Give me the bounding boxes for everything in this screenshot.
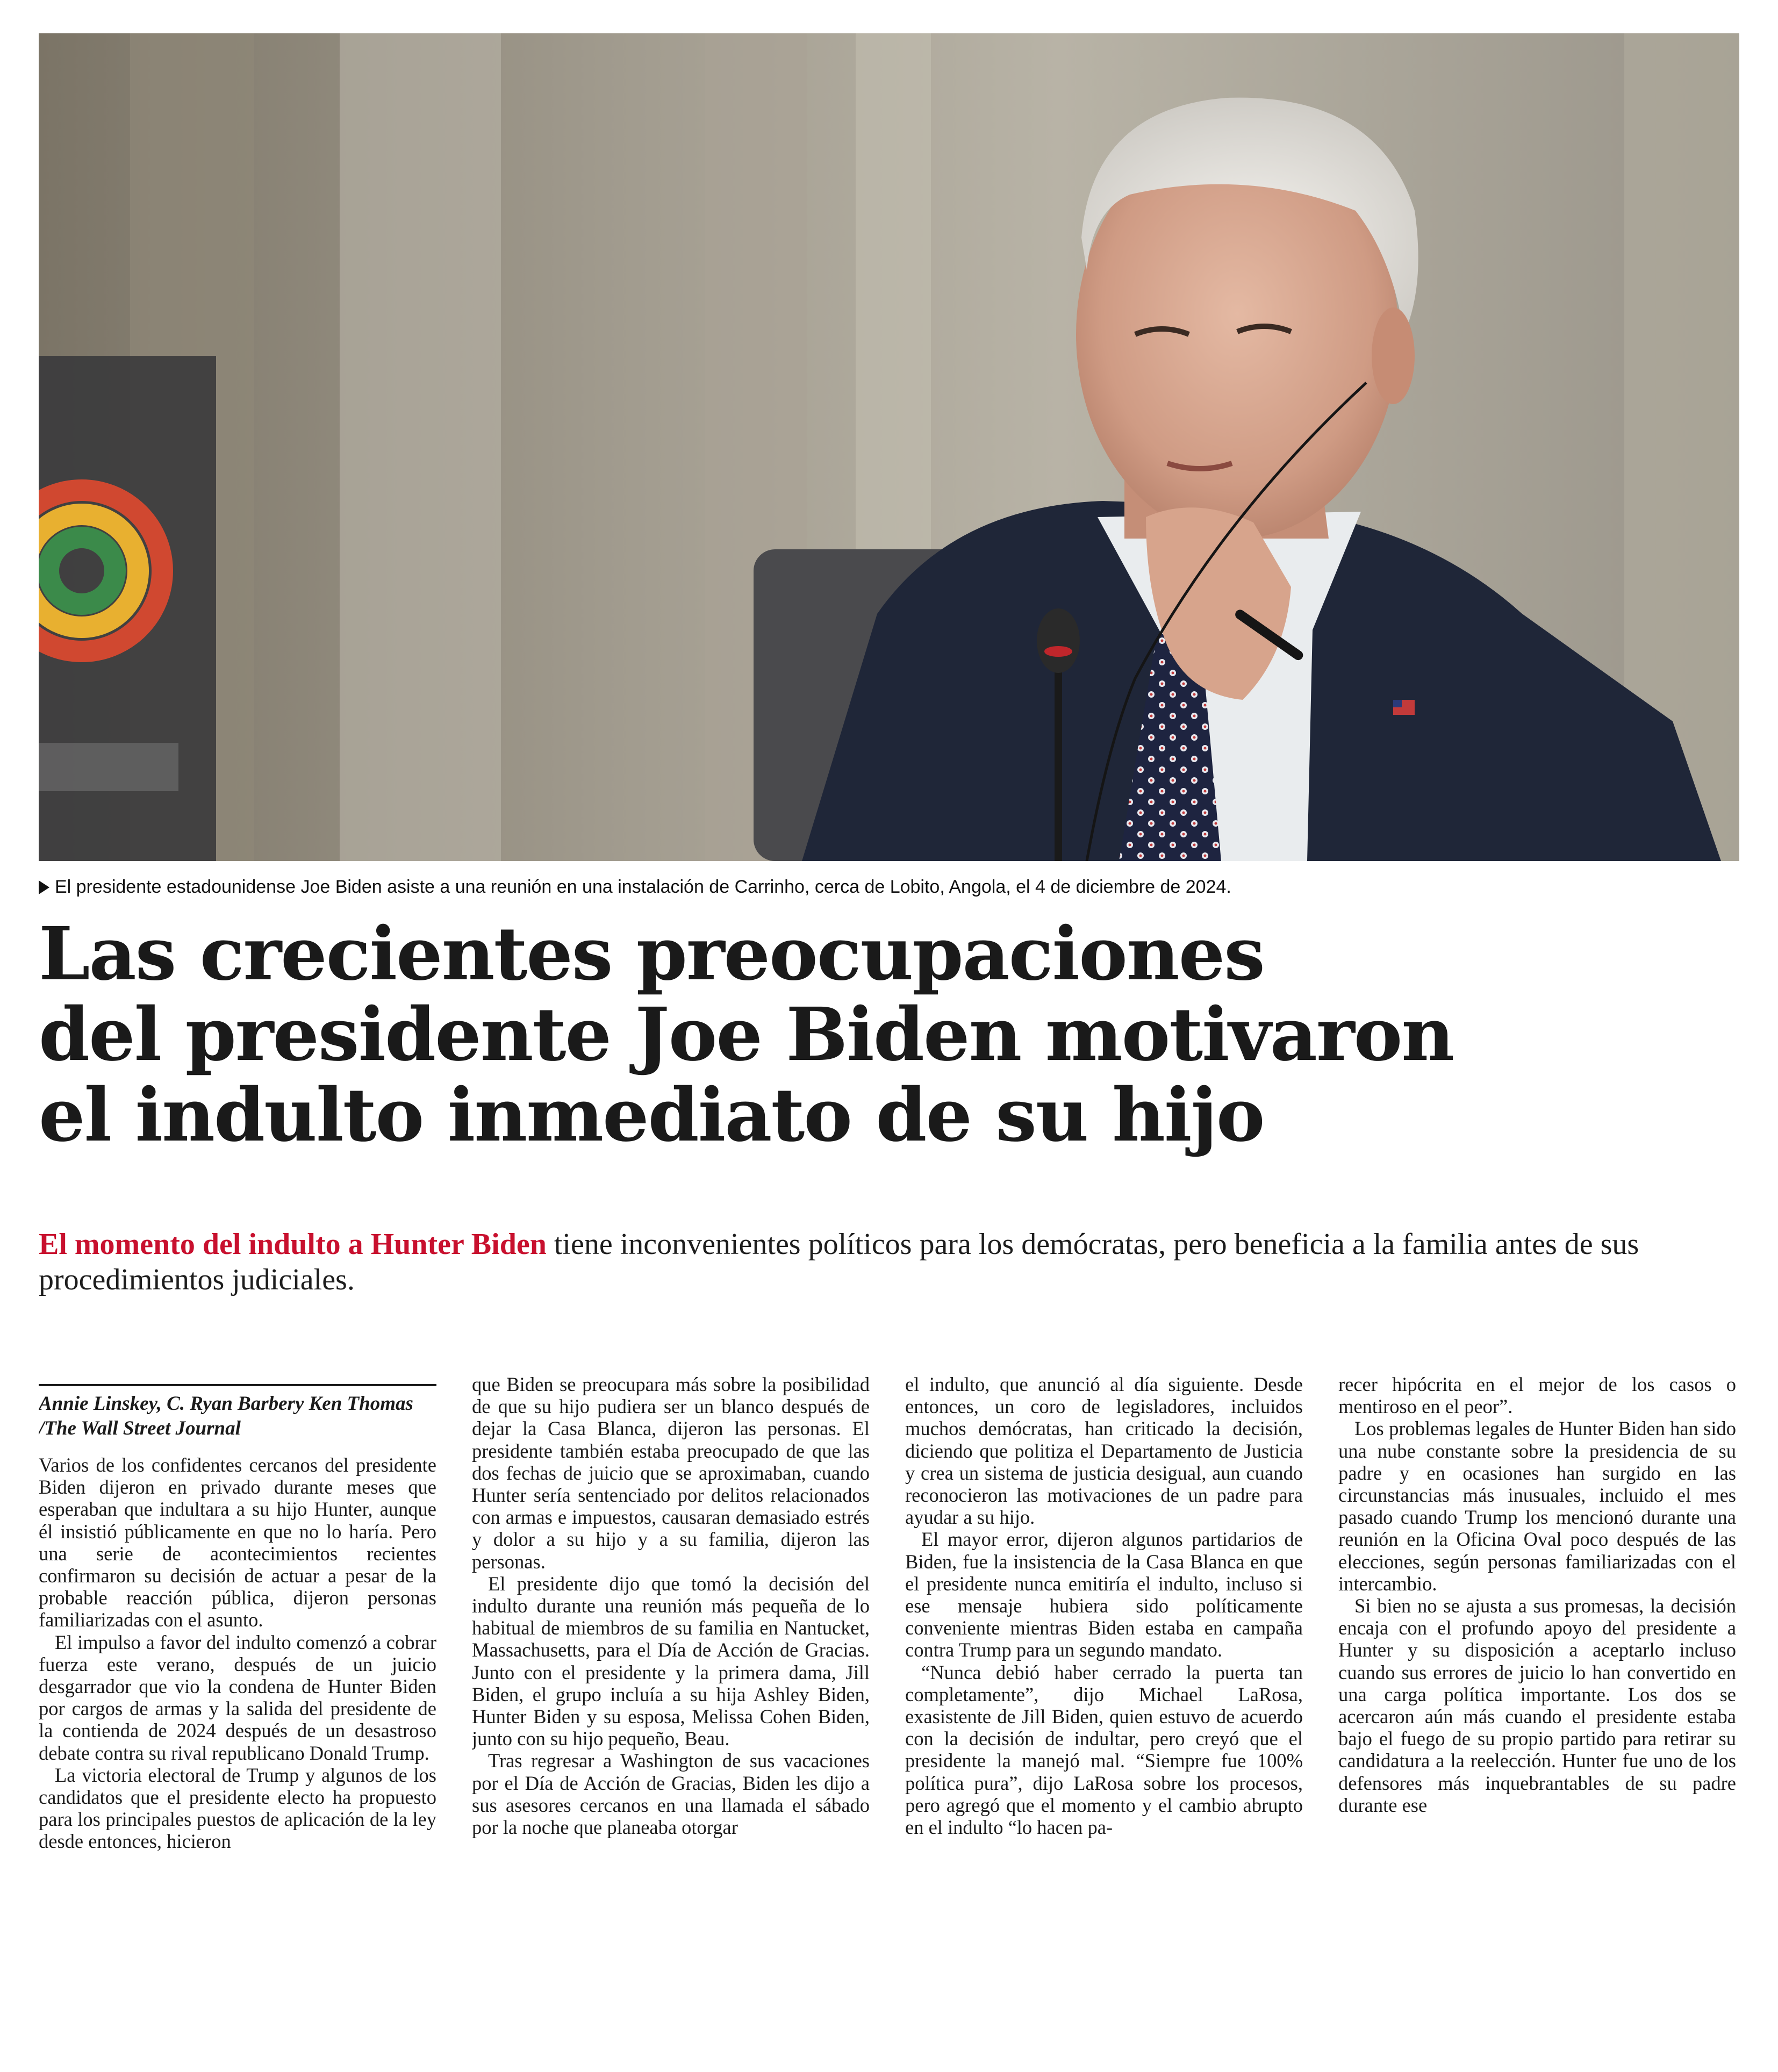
paragraph: recer hipócrita en el mejor de los casos o mentiroso en el peor”. bbox=[1338, 1373, 1736, 1418]
news-photo bbox=[39, 33, 1739, 861]
headline-line-2: del presidente Joe Biden motivaron bbox=[39, 992, 1454, 1078]
paragraph: Si bien no se ajusta a sus promesas, la decisión encaja con el profundo apoyo del presidente a Hunter y su disposición a aceptarlo incluso cuando sus errores de juicio lo han convertido en una carga política importante. Los dos se acercaron aún más cuando el presidente estaba bajo el fuego de su propio partido para retirar su candidatura a la reelección. Hunter fue uno de los defensores más inquebrantables de su padre durante ese bbox=[1338, 1595, 1736, 1816]
paragraph: Los problemas legales de Hunter Biden han sido una nube constante sobre la presidencia de su padre y en ocasiones han surgido en las circunstancias más inusuales, incluido el mes pasado cuando Trump los mencionó durante una reunión en la Oficina Oval poco después de las elecciones, según personas familiarizadas con el intercambio. bbox=[1338, 1417, 1736, 1595]
caption-arrow-icon bbox=[39, 880, 49, 894]
article-column-3 bbox=[905, 1373, 1303, 2067]
article-column-2 bbox=[472, 1373, 870, 2067]
paragraph: La victoria electoral de Trump y algunos de los candidatos que el presidente electo ha propuesto para los principales puestos de aplicación de la ley desde entonces, hicieron bbox=[39, 1763, 436, 1853]
deck-subheadline bbox=[39, 1227, 1651, 1297]
byline: Annie Linskey, C. Ryan Barbery Ken Thomas /The Wall Street Journal bbox=[39, 1384, 436, 1451]
caption-text: El presidente estadounidense Joe Biden asiste a una reunión en una instalación de Carrinho, cerca de Lobito, Angola, el 4 de diciembre de 2024. bbox=[55, 877, 1231, 897]
paragraph: que Biden se preocupara más sobre la posibilidad de que su hijo pudiera ser un blanco después de dejar la Casa Blanca, dijeron las personas. El presidente también estaba preocupado de que las dos fechas de juicio que se aproximaban, cuando Hunter sería sentenciado por delitos relacionados con armas e impuestos, causaran demasiado estrés y dolor a su hijo y a su familia, dijeron las personas. bbox=[472, 1373, 870, 1573]
headline-line-3: el indulto inmediato de su hijo bbox=[39, 1072, 1264, 1158]
paragraph: El impulso a favor del indulto comenzó a cobrar fuerza este verano, después de un juicio desgarrador que vio la condena de Hunter Biden por cargos de armas y la salida del presidente de la contienda de 2024 después de un desastroso debate contra su rival republicano Donald Trump. bbox=[39, 1631, 436, 1764]
deck-rest: tiene inconvenientes políticos para los demócratas, pero beneficia a la familia antes de sus procedimientos judiciales. bbox=[39, 1228, 1639, 1296]
paragraph: El presidente dijo que tomó la decisión del indulto durante una reunión más pequeña de lo habitual de miembros de su familia en Nantucket, Massachusetts, para el Día de Acción de Gracias. Junto con el presidente y la primera dama, Jill Biden, el grupo incluía a su hija Ashley Biden, Hunter Biden y su esposa, Melissa Cohen Biden, junto con su hijo pequeño, Beau. bbox=[472, 1572, 870, 1750]
headline-line-1: Las crecientes preocupaciones bbox=[39, 911, 1264, 997]
article-column-1 bbox=[39, 1373, 436, 2067]
paragraph: “Nunca debió haber cerrado la puerta tan completamente”, dijo Michael LaRosa, exasistente de Jill Biden, quien estuvo de acuerdo con la decisión de indultar, pero creyó que el presidente la manejó mal. “Siempre fue 100% política pura”, dijo LaRosa sobre los procesos, pero agregó que el momento y el cambio abrupto en el indulto “lo hacen pa- bbox=[905, 1661, 1303, 1839]
article-column-4 bbox=[1338, 1373, 1736, 2067]
paragraph: Tras regresar a Washington de sus vacaciones por el Día de Acción de Gracias, Biden les dijo a sus asesores cercanos en una llamada el sábado por la noche que planeaba otorgar bbox=[472, 1750, 870, 1839]
paragraph: Varios de los confidentes cercanos del presidente Biden dijeron en privado durante meses que esperaban que indultara a su hijo Hunter, aunque él insistió públicamente en que no lo haría. Pero una serie de acontecimientos recientes confirmaron su decisión de actuar a pesar de la probable reacción pública, dijeron personas familiarizadas con el asunto. bbox=[39, 1454, 436, 1631]
paragraph: el indulto, que anunció al día siguiente. Desde entonces, un coro de legisladores, incluidos muchos demócratas, han criticado la decisión, diciendo que politiza el Departamento de Justicia y crea un sistema de justicia desigual, aun cuando reconocieron las motivaciones de un padre para ayudar a su hijo. bbox=[905, 1373, 1303, 1529]
deck-lead: El momento del indulto a Hunter Biden bbox=[39, 1228, 547, 1261]
paragraph: El mayor error, dijeron algunos partidarios de Biden, fue la insistencia de la Casa Blanca en que el presidente nunca emitiría el indulto, incluso si ese mensaje hubiera sido políticamente conveniente mientras Biden estaba en campaña contra Trump para un segundo mandato. bbox=[905, 1528, 1303, 1661]
photo-caption bbox=[39, 871, 1739, 903]
article-body bbox=[39, 1373, 1739, 2067]
biden-photo-illustration bbox=[39, 33, 1739, 861]
headline bbox=[39, 911, 1597, 1158]
